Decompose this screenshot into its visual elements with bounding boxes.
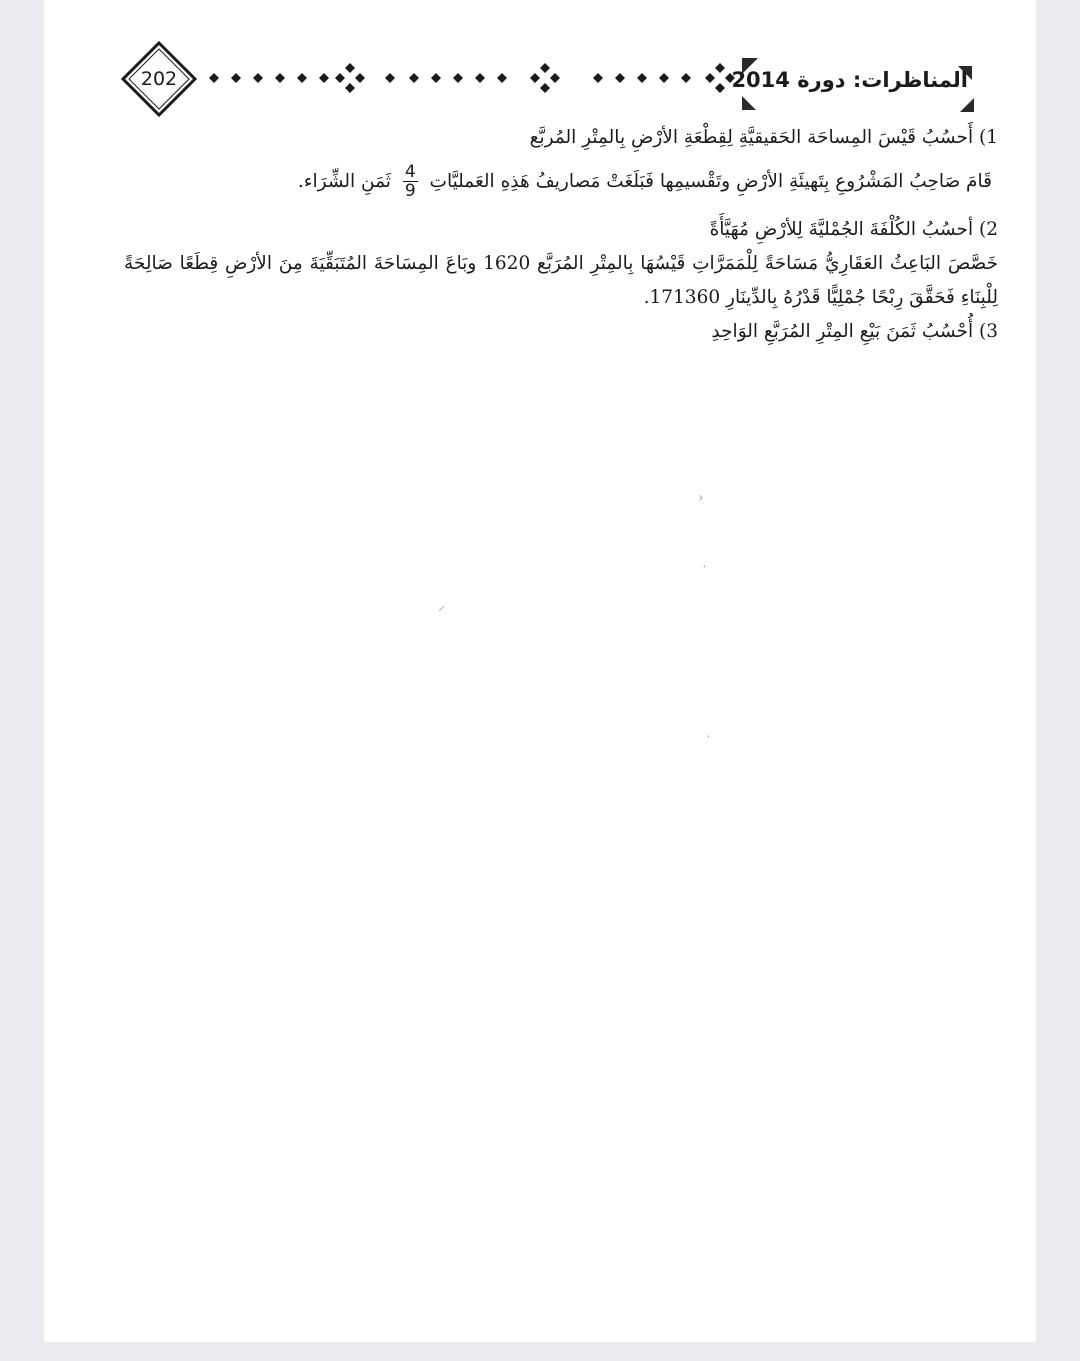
diamond-icon [275, 73, 285, 83]
paragraph-1 [298, 164, 992, 200]
paragraph-2-line-1: خَصَّصَ البَاعِثُ العَقَارِيُّ مَسَاحَةً لِلْمَمَرَّاتِ قَيْسُهَا بِالمِتْرِ المُرَبَّع 1620 وبَاعَ المِسَاحَةَ المُتَبَقِّيَةَ مِنَ الأرْضِ قِطَعًا صَالِحَةً [124, 253, 999, 274]
question-2: 2) أحسُبُ الكُلْفَةَ الجُمْليَّةَ لِلأرْضِ مُهَيَّأَةً [709, 219, 998, 240]
page-number-badge [120, 40, 198, 118]
scan-speck: ⸝ [438, 598, 445, 614]
diamond-icon [431, 73, 441, 83]
diamond-icon [345, 63, 355, 73]
diamond-icon [659, 73, 669, 83]
diamond-icon [497, 73, 507, 83]
diamond-icon [319, 73, 329, 83]
paragraph-1-end: ثَمَنِ الشِّرَاء. [297, 171, 391, 192]
diamond-ornament-border [200, 54, 760, 110]
scan-speck: › [698, 490, 704, 506]
diamond-icon [475, 73, 485, 83]
paragraph-1-text: قَامَ صَاحِبُ المَشْرُوعِ بِتَهيئَةِ الأرْضِ وتَقْسيمِها فَبَلَغَتْ مَصاريفُ هَذِهِ العَمليَّاتِ [429, 171, 992, 192]
corner-triangle-icon [742, 96, 758, 112]
diamond-icon [231, 73, 241, 83]
diamond-icon [593, 73, 603, 83]
document-page [44, 0, 1036, 1342]
diamond-icon [715, 63, 725, 73]
diamond-icon [530, 73, 540, 83]
paragraph-2-line-2: لِلْبِنَاءِ فَحَقَّقَ رِبْحًا جُمْلِيًّا قَدْرُهُ بِالدِّينَارِ 171360. [643, 287, 998, 308]
fraction [403, 164, 418, 200]
diamond-icon [355, 73, 365, 83]
diamond-icon [550, 73, 560, 83]
page-number: 202 [140, 68, 178, 90]
corner-triangle-icon [960, 98, 976, 114]
diamond-icon [385, 73, 395, 83]
diamond-icon [345, 83, 355, 93]
diamond-icon [540, 63, 550, 73]
diamond-icon [335, 73, 345, 83]
question-3: 3) أُحْسُبُ ثَمَنَ بَيْعِ المِتْرِ المُرَبَّعِ الوَاحِدِ [711, 321, 998, 342]
diamond-icon [453, 73, 463, 83]
diamond-icon [253, 73, 263, 83]
diamond-icon [297, 73, 307, 83]
question-1: 1) أَحسُبُ قَيْسَ المِساحَة الحَقيقيَّةِ لِقِطْعَةِ الأرْضِ بِالمِتْرِ المُربَّع [529, 127, 998, 148]
diamond-icon [637, 73, 647, 83]
running-title: المناظرات: دورة 2014 [731, 68, 968, 92]
scan-speck: ˑ [702, 560, 707, 576]
diamond-icon [715, 83, 725, 93]
diamond-icon [681, 73, 691, 83]
scan-speck: ˑ [706, 730, 711, 746]
diamond-icon [540, 83, 550, 93]
diamond-icon [209, 73, 219, 83]
diamond-icon [615, 73, 625, 83]
fraction-denominator: 9 [404, 181, 416, 201]
diamond-icon [409, 73, 419, 83]
fraction-numerator: 4 [404, 162, 416, 182]
diamond-icon [705, 73, 715, 83]
